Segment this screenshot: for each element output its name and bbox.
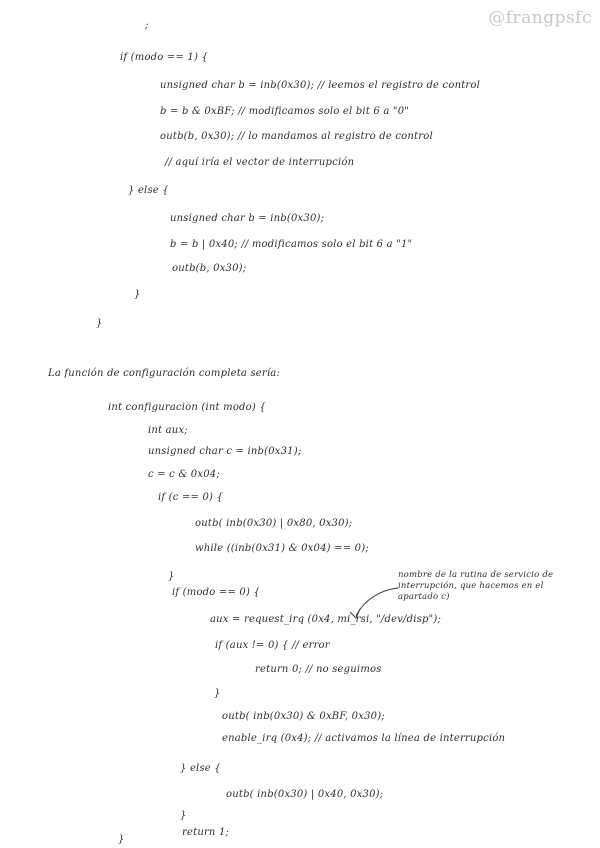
code-line: enable_irq (0x4); // activamos la línea de interrupción xyxy=(222,733,506,744)
code-line: // aquí iría el vector de interrupción xyxy=(165,157,355,168)
code-line: unsigned char b = inb(0x30); xyxy=(170,213,325,224)
code-line: aux = request_irq (0x4, mi_rsi, "/dev/disp"); xyxy=(210,614,442,625)
code-line: } xyxy=(180,810,187,821)
code-line: outb( inb(0x30) | 0x40, 0x30); xyxy=(226,789,384,800)
code-line: if (modo == 1) { xyxy=(120,52,209,63)
code-line: outb( inb(0x30) & 0xBF, 0x30); xyxy=(222,711,385,722)
code-line: b = b & 0xBF; // modificamos solo el bit 6 a "0" xyxy=(160,106,410,117)
code-line: return 0; // no seguimos xyxy=(255,664,382,675)
section-text: La función de configuración completa sería: xyxy=(48,368,281,379)
watermark: @frangpsfc xyxy=(488,8,592,28)
code-line: outb(b, 0x30); xyxy=(172,263,247,274)
code-line: return 1; xyxy=(182,827,230,838)
code-line: } xyxy=(118,834,125,845)
margin-annotation: nombre de la rutina de servicio de interrupción, que hacemos en el apartado c) xyxy=(398,570,554,602)
code-line: } xyxy=(214,688,221,699)
code-line: unsigned char b = inb(0x30); // leemos el registro de control xyxy=(160,80,481,91)
code-line: } xyxy=(96,318,103,329)
code-line: } xyxy=(168,571,175,582)
code-line: int configuracion (int modo) { xyxy=(108,402,266,413)
code-line: outb(b, 0x30); // lo mandamos al registro de control xyxy=(160,131,433,142)
code-line: while ((inb(0x31) & 0x04) == 0); xyxy=(195,543,369,554)
code-line: if (modo == 0) { xyxy=(172,587,261,598)
code-line: } else { xyxy=(128,185,169,196)
code-line: c = c & 0x04; xyxy=(148,469,220,480)
code-line: } xyxy=(134,289,141,300)
code-line: int aux; xyxy=(148,425,188,436)
code-line: unsigned char c = inb(0x31); xyxy=(148,446,302,457)
code-line: if (aux != 0) { // error xyxy=(215,640,330,651)
code-line: ; xyxy=(145,20,149,31)
code-line: } else { xyxy=(180,763,221,774)
code-line: outb( inb(0x30) | 0x80, 0x30); xyxy=(195,518,353,529)
code-line: b = b | 0x40; // modificamos solo el bit 6 a "1" xyxy=(170,239,413,250)
code-line: if (c == 0) { xyxy=(158,492,224,503)
